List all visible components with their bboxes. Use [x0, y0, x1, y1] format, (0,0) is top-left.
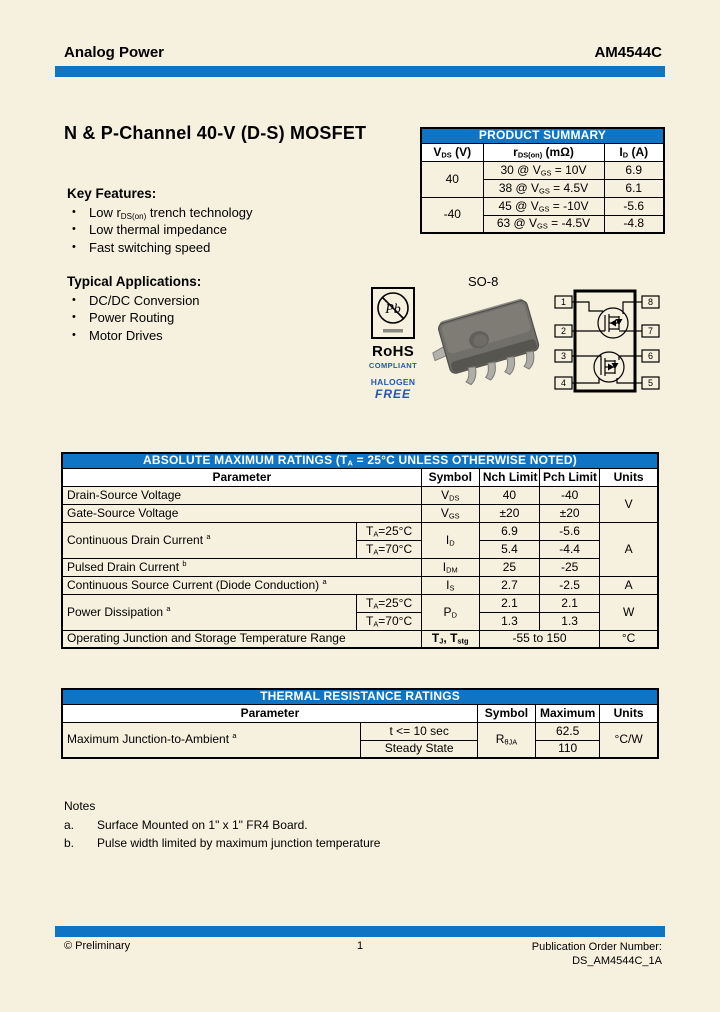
brand-name: Analog Power — [64, 44, 165, 61]
cell-id: 6.1 — [604, 179, 664, 197]
cell-condition: $T_A=25^\circ C$ — [357, 594, 421, 612]
cell-pch: 2.1 — [540, 594, 600, 612]
cell-units: A — [600, 576, 658, 594]
table-row — [62, 486, 658, 504]
col-header-units: Units — [600, 704, 658, 722]
cell-id: -4.8 — [604, 215, 664, 233]
cell-condition: $T_A=25^\circ C$ — [357, 522, 421, 540]
pb-free-icon — [371, 287, 415, 339]
feature-item — [67, 204, 253, 222]
cell-pch: -2.5 — [540, 576, 600, 594]
application-item — [67, 309, 201, 327]
cell-units: V — [600, 486, 658, 522]
rohs-compliant-label: COMPLIANT — [368, 361, 418, 370]
cell-pch: -5.6 — [540, 522, 600, 540]
mosfet-symbol-p — [598, 308, 628, 338]
cell-vds: 40 — [421, 161, 483, 197]
table-row — [62, 576, 658, 594]
note-a — [64, 816, 380, 835]
cell-nch: 2.1 — [479, 594, 539, 612]
bullet-icon: • — [72, 205, 76, 218]
publication-order-number — [532, 940, 662, 968]
cell-pch: -25 — [540, 558, 600, 576]
cell-condition: t <= 10 sec — [361, 722, 477, 740]
applications-section — [67, 273, 201, 344]
footer-rule — [55, 926, 665, 937]
table-row — [62, 722, 658, 740]
bullet-icon: • — [72, 293, 76, 306]
cell-nch: 6.9 — [479, 522, 539, 540]
cell-pch: -40 — [540, 486, 600, 504]
cell-nch: 1.3 — [479, 612, 539, 630]
product-summary-table — [420, 127, 665, 234]
cell-symbol: $P_D$ — [421, 594, 479, 630]
note-b — [64, 834, 380, 853]
feature-item-label: Low thermal impedance — [89, 222, 228, 237]
cell-nch: 40 — [479, 486, 539, 504]
cell-condition: $T_A=70^\circ C$ — [357, 540, 421, 558]
col-header-pch: Pch Limit — [540, 468, 600, 486]
cell-parameter: Gate-Source Voltage — [62, 504, 421, 522]
cell-units: °C — [600, 630, 658, 648]
cell-symbol: $I_{DM}$ — [421, 558, 479, 576]
thermal-resistance-table — [61, 688, 659, 759]
cell-pch: -4.4 — [540, 540, 600, 558]
col-header-vds: $V_{DS}$ (V) — [421, 143, 483, 161]
col-header-parameter: Parameter — [62, 704, 477, 722]
cell-rds: 38 @ $V_{GS} = 4.5V$ — [483, 179, 604, 197]
application-item-label: Power Routing — [89, 310, 175, 325]
application-item-label: DC/DC Conversion — [89, 292, 200, 308]
applications-heading: Typical Applications: — [67, 274, 202, 289]
absolute-maximum-ratings-table — [61, 452, 659, 649]
cell-symbol: $I_S$ — [421, 576, 479, 594]
cell-symbol: $T_J$, $T_{stg}$ — [421, 630, 479, 648]
note-a-text: Surface Mounted on 1" x 1" FR4 Board. — [97, 817, 308, 832]
cell-parameter: Operating Junction and Storage Temperature Range — [62, 630, 421, 648]
cell-nch: 2.7 — [479, 576, 539, 594]
cell-parameter: Drain-Source Voltage — [62, 486, 421, 504]
pin-number: 7 — [647, 326, 654, 336]
bullet-icon: • — [72, 311, 76, 323]
pin-boxes-right — [635, 296, 659, 389]
col-header-units: Units — [600, 468, 658, 486]
cell-rds: 30 @ $V_{GS} = 10V$ — [483, 161, 604, 179]
note-a-label: a. — [64, 817, 75, 832]
feature-item — [67, 221, 253, 239]
table-row — [62, 522, 658, 540]
notes-heading: Notes — [64, 799, 96, 813]
col-header-nch: Nch Limit — [479, 468, 539, 486]
cell-nch: 25 — [479, 558, 539, 576]
table-row — [62, 630, 658, 648]
cell-maximum: 110 — [536, 740, 600, 758]
product-summary-title: PRODUCT SUMMARY — [421, 128, 664, 143]
cell-parameter: Continuous Source Current (Diode Conduction) $^a$ — [62, 576, 421, 594]
cell-symbol: $I_D$ — [421, 522, 479, 558]
table-row — [62, 504, 658, 522]
cell-parameter: Maximum Junction-to-Ambient $^a$ — [62, 722, 361, 758]
cell-units: °C/W — [600, 722, 658, 758]
pin-number: 2 — [560, 326, 567, 336]
cell-rds: 63 @ $V_{GS} = -4.5V$ — [483, 215, 604, 233]
rohs-label: RoHS — [371, 343, 415, 360]
publication-label: Publication Order Number: — [531, 941, 662, 953]
col-header-maximum: Maximum — [536, 704, 600, 722]
application-item-label: Motor Drives — [89, 327, 163, 343]
cell-id: -5.6 — [604, 197, 664, 215]
page-title: N & P-Channel 40-V (D-S) MOSFET — [64, 123, 367, 143]
halogen-label: HALOGEN — [370, 377, 416, 387]
table-row — [62, 558, 658, 576]
mosfet-symbol-n — [594, 352, 624, 382]
cell-units: W — [600, 594, 658, 630]
so8-package-image — [428, 293, 550, 391]
notes-section — [64, 797, 380, 853]
publication-id: DS_AM4544C_1A — [572, 955, 662, 967]
thermal-title: THERMAL RESISTANCE RATINGS — [62, 689, 658, 704]
key-features-heading: Key Features: — [67, 186, 157, 201]
part-number: AM4544C — [594, 44, 662, 61]
pin-number: 8 — [647, 297, 654, 307]
col-header-rds: $r_{DS(on)}$ (mΩ) — [483, 143, 604, 161]
cell-symbol: $R_{\theta JA}$ — [477, 722, 535, 758]
application-item — [67, 292, 201, 310]
pin-boxes-left — [555, 296, 575, 389]
cell-rds: 45 @ $V_{GS} = -10V$ — [483, 197, 604, 215]
pin-number: 3 — [560, 351, 567, 361]
table-row — [62, 594, 658, 612]
table-row — [421, 197, 664, 215]
pin-number: 5 — [647, 378, 654, 388]
cell-pch: 1.3 — [540, 612, 600, 630]
col-header-symbol: Symbol — [477, 704, 535, 722]
svg-text:Pb: Pb — [385, 302, 401, 317]
cell-symbol: $V_{DS}$ — [421, 486, 479, 504]
abs-max-title: ABSOLUTE MAXIMUM RATINGS ($T_A = 25^\circ C$ UNLESS OTHERWISE NOTED) — [62, 453, 658, 468]
copyright-text: © Preliminary — [64, 940, 131, 952]
cell-parameter: Power Dissipation $^a$ — [62, 594, 357, 630]
cell-pch: ±20 — [540, 504, 600, 522]
col-header-id: $I_D$ (A) — [604, 143, 664, 161]
note-b-text: Pulse width limited by maximum junction temperature — [97, 836, 381, 850]
pin-number: 1 — [560, 297, 567, 307]
cell-units: A — [600, 522, 658, 576]
cell-vds: -40 — [421, 197, 483, 233]
pinout-diagram — [551, 283, 663, 399]
halogen-free-label: FREE — [374, 387, 411, 401]
cell-id: 6.9 — [604, 161, 664, 179]
pin-number: 4 — [560, 378, 567, 388]
cell-range: -55 to 150 — [479, 630, 599, 648]
col-header-parameter: Parameter — [62, 468, 421, 486]
cell-condition: Steady State — [361, 740, 477, 758]
cell-parameter: Continuous Drain Current $^a$ — [62, 522, 357, 558]
cell-symbol: $V_{GS}$ — [421, 504, 479, 522]
pin-number: 6 — [647, 351, 654, 361]
bullet-icon: • — [72, 328, 76, 341]
rohs-logo — [364, 287, 422, 401]
cell-parameter: Pulsed Drain Current $^b$ — [62, 558, 421, 576]
application-item — [67, 327, 201, 345]
header-rule — [55, 66, 665, 77]
package-name-label: SO-8 — [468, 274, 499, 289]
key-features-section — [67, 185, 253, 256]
cell-nch: 5.4 — [479, 540, 539, 558]
feature-item-label: Low $r_{DS(on)}$ trench technology — [89, 204, 253, 221]
cell-maximum: 62.5 — [536, 722, 600, 740]
note-b-label: b. — [64, 836, 75, 850]
feature-item-label: Fast switching speed — [89, 239, 211, 255]
bullet-icon: • — [72, 223, 76, 235]
col-header-symbol: Symbol — [421, 468, 479, 486]
table-row — [421, 161, 664, 179]
cell-condition: $T_A=70^\circ C$ — [357, 612, 421, 630]
cell-nch: ±20 — [479, 504, 539, 522]
page-number: 1 — [356, 940, 364, 952]
feature-item — [67, 239, 253, 257]
bullet-icon: • — [72, 240, 76, 253]
